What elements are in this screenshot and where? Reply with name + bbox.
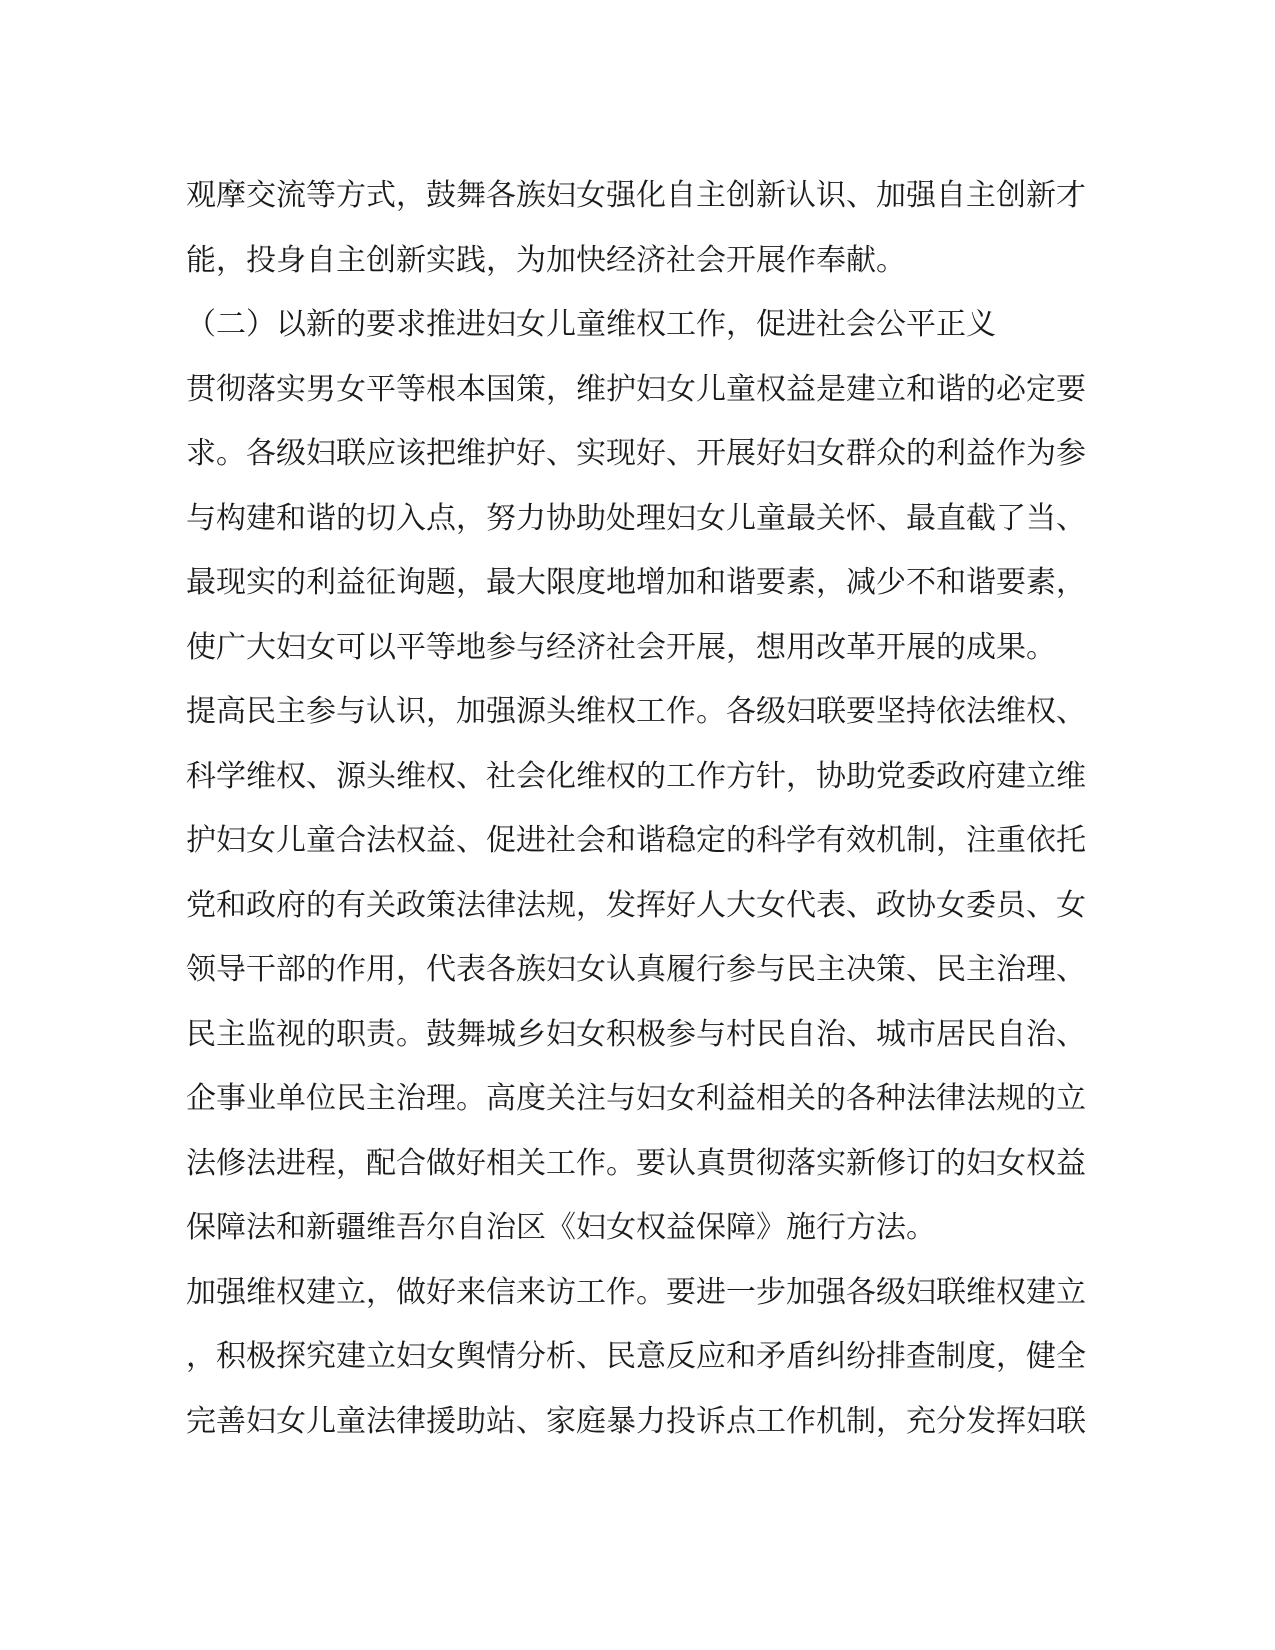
- text-line-20: 完善妇女儿童法律援助站、家庭暴力投诉点工作机制，充分发挥妇联: [186, 1403, 1086, 1439]
- text-line-14: 民主监视的职责。鼓舞城乡妇女积极参与村民自治、城市居民自治、: [186, 1016, 1086, 1052]
- text-line-13: 领导干部的作用，代表各族妇女认真履行参与民主决策、民主治理、: [186, 952, 1086, 987]
- text-line-19: ，积极探究建立妇女舆情分析、民意反应和矛盾纠纷排查制度，健全: [186, 1339, 1086, 1374]
- text-line-18: 加强维权建立，做好来信来访工作。要进一步加强各级妇联维权建立: [186, 1274, 1086, 1310]
- text-line-17: 保障法和新疆维吾尔自治区《妇女权益保障》施行方法。: [186, 1210, 936, 1245]
- text-line-10: 科学维权、源头维权、社会化维权的工作方针，协助党委政府建立维: [186, 758, 1086, 794]
- text-line-15: 企事业单位民主治理。高度关注与妇女利益相关的各种法律法规的立: [186, 1081, 1086, 1116]
- text-line-1: 观摩交流等方式，鼓舞各族妇女强化自主创新认识、加强自主创新才: [186, 178, 1086, 213]
- text-line-5: 求。各级妇联应该把维护好、实现好、开展好妇女群众的利益作为参: [186, 436, 1086, 471]
- text-line-16: 法修法进程，配合做好相关工作。要认真贯彻落实新修订的妇女权益: [186, 1145, 1086, 1181]
- text-line-12: 党和政府的有关政策法律法规，发挥好人大女代表、政协女委员、女: [186, 887, 1086, 923]
- section-heading: （二）以新的要求推进妇女儿童维权工作，促进社会公平正义: [186, 307, 996, 342]
- text-line-7: 最现实的利益征询题，最大限度地增加和谐要素，减少不和谐要素，: [186, 565, 1086, 600]
- text-line-8: 使广大妇女可以平等地参与经济社会开展，想用改革开展的成果。: [186, 629, 1056, 665]
- body-text: [186, 164, 1086, 1454]
- text-line-6: 与构建和谐的切入点，努力协助处理妇女儿童最关怀、最直截了当、: [186, 500, 1086, 536]
- text-line-2: 能，投身自主创新实践，为加快经济社会开展作奉献。: [186, 242, 906, 278]
- text-line-9: 提高民主参与认识，加强源头维权工作。各级妇联要坚持依法维权、: [186, 694, 1086, 729]
- text-line-11: 护妇女儿童合法权益、促进社会和谐稳定的科学有效机制，注重依托: [186, 823, 1086, 858]
- text-line-4: 贯彻落实男女平等根本国策，维护妇女儿童权益是建立和谐的必定要: [186, 371, 1086, 407]
